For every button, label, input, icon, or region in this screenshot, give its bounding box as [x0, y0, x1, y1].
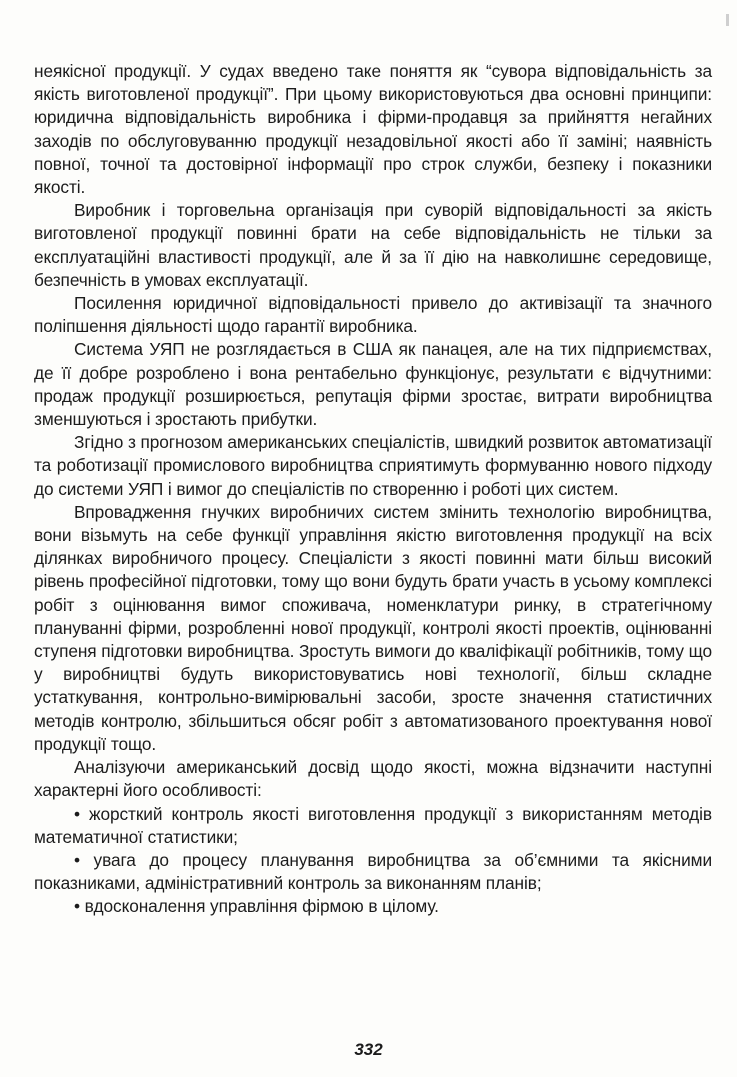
body-text: [34, 60, 712, 919]
paragraph-4: Система УЯП не розглядається в США як панацея, але на тих підприємствах, де її добре розроблено і вона рентабельно функціонує, результати є відчутними: продаж продукції розширюється, репутація фірми зростає, витрати виробництва зменшуються і зростають прибутки.: [34, 339, 712, 430]
bullet-item-2: • увага до процесу планування виробництва за об’ємними та якісними показниками, адміністративний контроль за виконанням планів;: [34, 849, 712, 894]
paragraph-5: Згідно з прогнозом американських спеціалістів, швидкий розвиток автоматизації та роботизації промислового виробництва сприятимуть формуванню нового підходу до системи УЯП і вимог до спеціалістів по створенню і роботі цих систем.: [34, 432, 712, 499]
bullet-item-3: • вдосконалення управління фірмою в цілому.: [74, 896, 439, 917]
scan-mark: [726, 14, 729, 26]
paragraph-1: неякісної продукції. У судах введено таке поняття як “сувора відповідальність за якість виготовленої продукції”. При цьому використовуються два основні принципи: юридична відповідальність виробника і фірми-продавця за прийняття негайних заходів по обслуговуванню продукції незадовільної якості або її заміні; наявність повної, точної та достовірної інформації про строк служби, безпеку і показники якості.: [34, 61, 712, 198]
paragraph-3: Посилення юридичної відповідальності привело до активізації та значного поліпшення діяльності щодо гарантії виробника.: [34, 293, 712, 337]
paragraph-2: Виробник і торговельна організація при суворій відповідальності за якість виготовленої продукції повинні брати на себе відповідальність не тільки за експлуатаційні властивості продукції, але й за її дію на навколишнє середовище, безпечність в умовах експлуатації.: [34, 200, 712, 290]
paragraph-6: Впровадження гнучких виробничих систем змінить технологію виробництва, вони візьмуть на себе функції управління якістю виготовлення продукції на всіх ділянках виробничого процесу. Спеціалісти з якості повинні мати більш високий рівень професійної підготовки, тому що вони будуть брати участь в усьому комплексі робіт з оцінювання вимог споживача, номенклатури ринку, в стратегічному плануванні фірми, розробленні нової продукції, контролі якості проектів, оцінюванні ступеня підготовки виробництва. Зростуть вимоги до кваліфікації робітників, тому що у виробництві будуть використовуватись нові технології, більш складне устаткування, контрольно-вимірювальні засоби, зросте значення статистичних методів контролю, збільшиться обсяг робіт з автоматизованого проектування нової продукції тощо.: [34, 501, 713, 754]
paragraph-7: Аналізуючи американський досвід щодо якості, можна відзначити наступні характерні його особливості:: [34, 757, 712, 801]
bullet-item-1: • жорсткий контроль якості виготовлення продукції з використанням методів математичної статистики;: [34, 803, 712, 847]
page-number: 332: [354, 1040, 383, 1059]
